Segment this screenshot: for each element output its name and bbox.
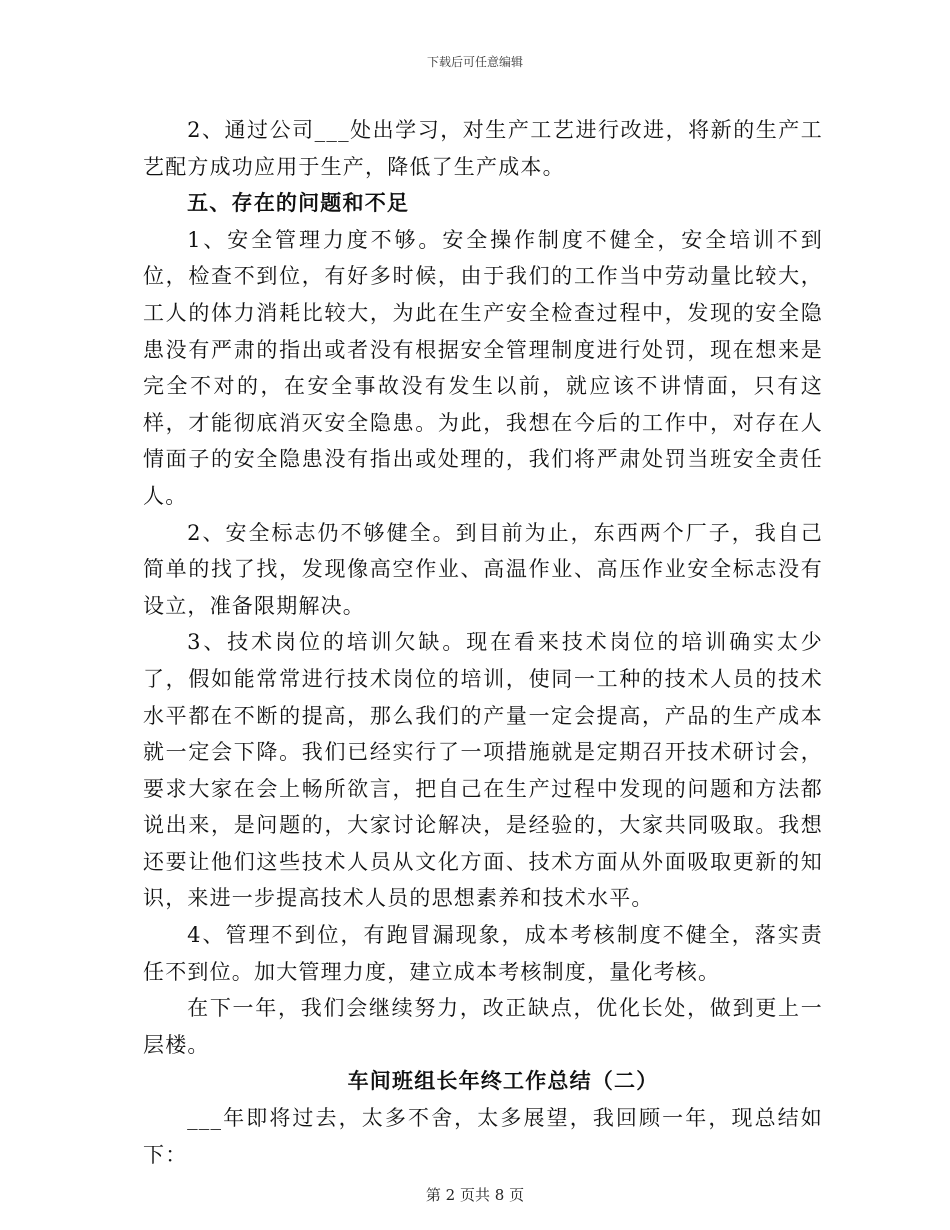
paragraph-safety-signs: 2、安全标志仍不够健全。到目前为止，东西两个厂子，我自己简单的找了找，发现像高空作业、高温作业、高压作业安全标志没有设立，准备限期解决。 bbox=[143, 520, 823, 618]
paragraph-safety-management: 1、安全管理力度不够。安全操作制度不健全，安全培训不到位，检查不到位，有好多时候，由于我们的工作当中劳动量比较大，工人的体力消耗比较大，为此在生产安全检查过程中，发现的安全隐患没有严肃的指出或者没有根据安全管理制度进行处罚，现在想来是完全不对的，在安全事故没有发生以前，就应该不讲情面，只有这样，才能彻底消灭安全隐患。为此，我想在今后的工作中，对存在人情面子的安全隐患没有指出或处理的，我们将严肃处罚当班安全责任人。 bbox=[143, 227, 823, 508]
page-footer: 第 2 页共 8 页 bbox=[425, 1186, 525, 1204]
paragraph-improvement-item: 2、通过公司___处出学习，对生产工艺进行改进，将新的生产工艺配方成功应用于生产，降低了生产成本。 bbox=[143, 118, 823, 179]
document-body bbox=[143, 112, 823, 1173]
paragraph-intro-part-two: ___年即将过去，太多不舍，太多展望，我回顾一年，现总结如下： bbox=[143, 1106, 823, 1167]
paragraph-technical-training: 3、技术岗位的培训欠缺。现在看来技术岗位的培训确实太少了，假如能常常进行技术岗位的培训，使同一工种的技术人员的技术水平都在不断的提高，那么我们的产量一定会提高，产品的生产成本就一定会下降。我们已经实行了一项措施就是定期召开技术研讨会，要求大家在会上畅所欲言，把自己在生产过程中发现的问题和方法都说出来，是问题的，大家讨论解决，是经验的，大家共同吸取。我想还要让他们这些技术人员从文化方面、技术方面从外面吸取更新的知识，来进一步提高技术人员的思想素养和技术水平。 bbox=[143, 630, 823, 911]
paragraph-management: 4、管理不到位，有跑冒漏现象，成本考核制度不健全，落实责任不到位。加大管理力度，建立成本考核制度，量化考核。 bbox=[143, 923, 823, 984]
section-heading-problems: 五、存在的问题和不足 bbox=[187, 190, 410, 216]
paragraph-next-year: 在下一年，我们会继续努力，改正缺点，优化长处，做到更上一层楼。 bbox=[143, 996, 823, 1057]
document-title-part-two: 车间班组长年终工作总结（二） bbox=[347, 1068, 659, 1094]
page-header: 下载后可任意编辑 bbox=[426, 55, 523, 69]
